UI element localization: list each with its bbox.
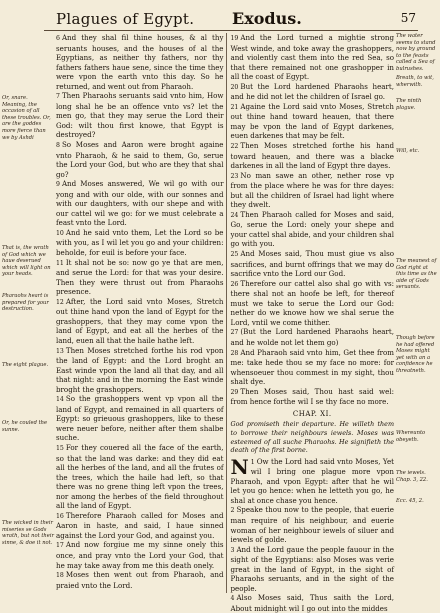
verse-text: And Pharaoh said vnto him, Get thee from me: take hede thou se my face no more: for whensoeuer thou commest in my sight, thou shalt dye. bbox=[230, 347, 394, 387]
drop-capital: N bbox=[230, 454, 249, 479]
verse bbox=[56, 443, 224, 511]
marginal-note: The ninth plague. bbox=[396, 98, 422, 111]
verse-number: 1 bbox=[250, 458, 255, 466]
verse-number: 3 bbox=[230, 546, 235, 554]
verse-text: And now forgiue me my sinne onely this once, and pray vnto the Lord your God, that he may take away from me this death onely. bbox=[56, 540, 224, 570]
marginal-note: The water seems to stand now by ground to the feasts called a Sea of bulrushes. bbox=[396, 33, 436, 72]
verse bbox=[56, 140, 224, 179]
chapter-summary: God promiseth their departure. He willeth them to borrowe their neighbours iewels. Moses was esteemed of all suche Pharaohs. He signifieth the death of the first borne. bbox=[230, 420, 394, 455]
marginal-note: The wicked in their miseries se Gods wrath, but not their sinne, & doe it not. bbox=[2, 520, 54, 546]
verse bbox=[56, 297, 224, 346]
verse bbox=[56, 228, 224, 258]
verse bbox=[231, 387, 395, 407]
verse-number: 26 bbox=[230, 280, 239, 288]
text-body bbox=[56, 33, 394, 613]
marginal-note: Whereunto obeyeth. bbox=[396, 430, 426, 443]
verse-text: Againe the Lord said vnto Moses, Stretch out thine hand toward heauen, that there may be vpon the land of Egypt darkenes, euen darkenes that may be felt. bbox=[230, 101, 394, 141]
verse-number: 24 bbox=[230, 211, 239, 219]
verse-text: Therefore Pharaoh called for Moses and Aaron in haste, and said, I haue sinned against the Lord your God, and against you. bbox=[56, 510, 224, 540]
verse-number: 7 bbox=[56, 93, 60, 101]
verse bbox=[231, 593, 395, 613]
verse-text: So the grashoppers went vp vpon all the land of Egypt, and remained in all quarters of Egypt: so grieuous grashoppers, like to these were neuer before, neither after them shalbe suche. bbox=[56, 394, 224, 443]
verse-number: 4 bbox=[230, 595, 235, 603]
chapter-verses bbox=[230, 454, 395, 613]
verse-number: 16 bbox=[56, 512, 64, 520]
verse-number: 11 bbox=[56, 259, 64, 267]
left-column bbox=[56, 33, 224, 593]
verse bbox=[231, 171, 395, 210]
chapter-heading: CHAP. XI. bbox=[292, 409, 332, 418]
verse-text: And they shal fil thine houses, & al thy seruants houses, and the houses of al the Egyptians, as neither thy fathers, nor thy fathers fathers haue sene, since the time they were vpon the earth vnto this day. So he returned, and went out from Pharaoh. bbox=[56, 33, 224, 91]
verse-number: 2 bbox=[230, 507, 235, 515]
verse-number: 25 bbox=[230, 251, 239, 259]
verse-text: So Moses and Aaron were broght againe vnto Pharaoh, & he said to them, Go, serue the Lord your God, but who are they that shal go? bbox=[56, 140, 224, 179]
verse-number: 27 bbox=[230, 329, 239, 337]
verse-number: 17 bbox=[56, 542, 64, 550]
verse bbox=[230, 454, 395, 506]
verse-text: But the Lord hardened Pharaohs heart, and he did not let the children of Israel go. bbox=[230, 81, 394, 102]
verse-text: Therefore our cattel also shal go with vs: there shal not an hoofe be left, for thereof must we take to serue the Lord our God: nether do we knowe how we shal serue the Lord, vntil we come thither. bbox=[230, 278, 394, 327]
verse-text: No man sawe an other, nether rose vp from the place where he was for thre dayes: but all the children of Israel had light where they dwelt. bbox=[230, 170, 394, 210]
verse bbox=[56, 179, 224, 228]
verse-text: And the Lord turned a mightie strong West winde, and toke away the grashoppers, and violently cast them into the red Sea, so that there remained not one grashopper in all the coast of Egypt. bbox=[230, 33, 394, 82]
verse-text: Also Moses said, Thus saith the Lord, About midnight wil I go out into the middes bbox=[230, 593, 394, 613]
verse-text: Then Pharaohs seruants said vnto him, How long shal he be an offence vnto vs? let the men go, that they may serue the Lord their God: wilt thou first knowe, that Egypt is destroyed? bbox=[56, 91, 224, 140]
verse bbox=[56, 511, 224, 541]
verse bbox=[56, 91, 224, 140]
verse-number: 29 bbox=[230, 388, 239, 396]
verse-number: 22 bbox=[230, 143, 239, 151]
verse bbox=[231, 82, 395, 102]
verse bbox=[231, 210, 395, 249]
marginal-note: Or, he couled the sunne. bbox=[2, 420, 48, 433]
verse-number: 10 bbox=[56, 229, 64, 237]
verse-text: Then Moses said, Thou hast said wel: from hence forthe wil I se thy face no more. bbox=[230, 386, 394, 407]
verse-number: 8 bbox=[56, 142, 60, 150]
verse bbox=[231, 348, 395, 387]
verse bbox=[231, 327, 395, 347]
verse bbox=[56, 346, 224, 395]
marginal-note: Breath, to wit, wherwith. bbox=[396, 75, 434, 88]
verse-number: 19 bbox=[230, 35, 239, 42]
verse-text: For they couered all the face of the earth, so that the land was darke: and they did eat all the herbes of the land, and all the frutes of the trees, which the haile had left, so that there was no grene thing left vpon the trees, nor among the herbes of the field throughout all the land of Egypt. bbox=[56, 442, 224, 511]
verse-text: And Moses said, Thou must giue vs also sacrifices, and burnt offrings that we may do sacrifice vnto the Lord our God. bbox=[230, 249, 394, 279]
verse-number: 6 bbox=[56, 35, 60, 42]
verse bbox=[231, 33, 395, 82]
verse-number: 12 bbox=[56, 298, 64, 306]
marginal-note: The iewels. Chap. 3, 22. bbox=[396, 470, 428, 483]
verse-text: Then Moses stretched forthe his hand toward heauen, and there was a blacke darkenes in all the land of Egypt thre dayes. bbox=[230, 141, 394, 171]
verse-text: Then Pharaoh called for Moses and said, Go, serue the Lord: onely your shepe and your cattel shal abide, and your children shal go with you. bbox=[230, 209, 394, 249]
verse-number: 9 bbox=[56, 181, 60, 189]
verse-text: And the Lord gaue the people fauour in the sight of the Egyptians: also Moses was verie great in the land of Egypt, in the sight of Pharaohs seruants, and in the sight of the people. bbox=[230, 544, 394, 593]
verse bbox=[231, 102, 395, 141]
verse-text: Speake thou now to the people, that euerie man require of his neighbour, and euerie woman of her neighbour iewels of siluer and iewels of golde. bbox=[230, 505, 394, 545]
marginal-note: Ecc. 45, 2. bbox=[396, 498, 424, 504]
verse-text: And he said vnto them, Let the Lord so be with you, as I wil let you go and your children: beholde, for euil is before your face. bbox=[56, 227, 224, 258]
verse-number: 28 bbox=[230, 349, 239, 357]
verse bbox=[231, 505, 395, 544]
verse bbox=[231, 141, 395, 171]
verse bbox=[56, 394, 224, 443]
marginal-note: The meanest of God right at this time as the aide of Gods seruants. bbox=[396, 258, 437, 291]
verse-text: Ow the Lord had said vnto Moses, Yet wil I bring one plague more vpon Pharaoh, and vpon Egypt: after that he wil let you go hence: when he letteth you go, he shal at once chase you hence. bbox=[230, 456, 394, 505]
running-head-book: Exodus. bbox=[232, 9, 302, 28]
right-column bbox=[226, 33, 395, 613]
verse bbox=[56, 33, 224, 91]
marginal-note: Or, snare. Meaning, the occasion of all these troubles. Or, are the goddes more fierce than we by Ashdi bbox=[2, 95, 51, 141]
verse-text: (But the Lord hardened Pharaohs heart, and he wolde not let them go) bbox=[230, 327, 394, 347]
verse-text: After, the Lord said vnto Moses, Stretch out thine hand vpon the land of Egypt for the grashoppers, that they may come vpon the land of Egypt, and eat all the herbes of the land, euen all that the haile hathe left. bbox=[56, 296, 224, 345]
verse-number: 13 bbox=[56, 347, 64, 355]
verse-number: 14 bbox=[56, 396, 64, 404]
verse-number: 18 bbox=[56, 572, 64, 580]
verse bbox=[56, 570, 224, 590]
running-head bbox=[44, 8, 418, 31]
verse bbox=[56, 540, 224, 570]
verse-text: It shal not be so: now go ye that are men, and serue the Lord: for that was your desire. Then they were thrust out from Pharaohs presence. bbox=[56, 257, 224, 297]
marginal-note: Will, etc. bbox=[396, 148, 420, 154]
verse-number: 21 bbox=[230, 103, 239, 111]
verse-number: 15 bbox=[56, 444, 64, 452]
verse bbox=[231, 545, 395, 594]
verse bbox=[231, 249, 395, 279]
marginal-note: Though before he had offered Moses might yet with an a confidence he threatneth. bbox=[396, 335, 435, 374]
right-margin-notes bbox=[396, 33, 438, 593]
marginal-note: Pharaohs heart is prepared for your destruction. bbox=[2, 293, 49, 313]
marginal-note: That is, the wrath of God which we haue deserued which will light on your heads. bbox=[2, 245, 51, 278]
verse bbox=[231, 279, 395, 328]
left-margin-notes bbox=[2, 33, 54, 593]
verse-number: 20 bbox=[230, 83, 239, 91]
marginal-note: The eight plague. bbox=[2, 362, 49, 368]
verse-number: 23 bbox=[230, 172, 239, 180]
verse-text: And Moses answered, We wil go with our yong and with our olde, with our sonnes and with our daughters, with our shepe and with our cattel wil we go: for we must celebrate a feast vnto the Lord. bbox=[56, 179, 224, 228]
verse-text: Then Moses stretched forthe his rod vpon the land of Egypt: and the Lord broght an East winde vpon the land all that day, and all that night: and in the morning the East winde broght the grashoppers. bbox=[56, 345, 224, 394]
running-head-left: Plagues of Egypt. bbox=[56, 10, 195, 28]
page-number: 57 bbox=[400, 11, 416, 25]
right-column-verses bbox=[231, 33, 395, 407]
verse-text: Moses then went out from Pharaoh, and praied vnto the Lord. bbox=[56, 570, 224, 590]
verse bbox=[56, 258, 224, 297]
